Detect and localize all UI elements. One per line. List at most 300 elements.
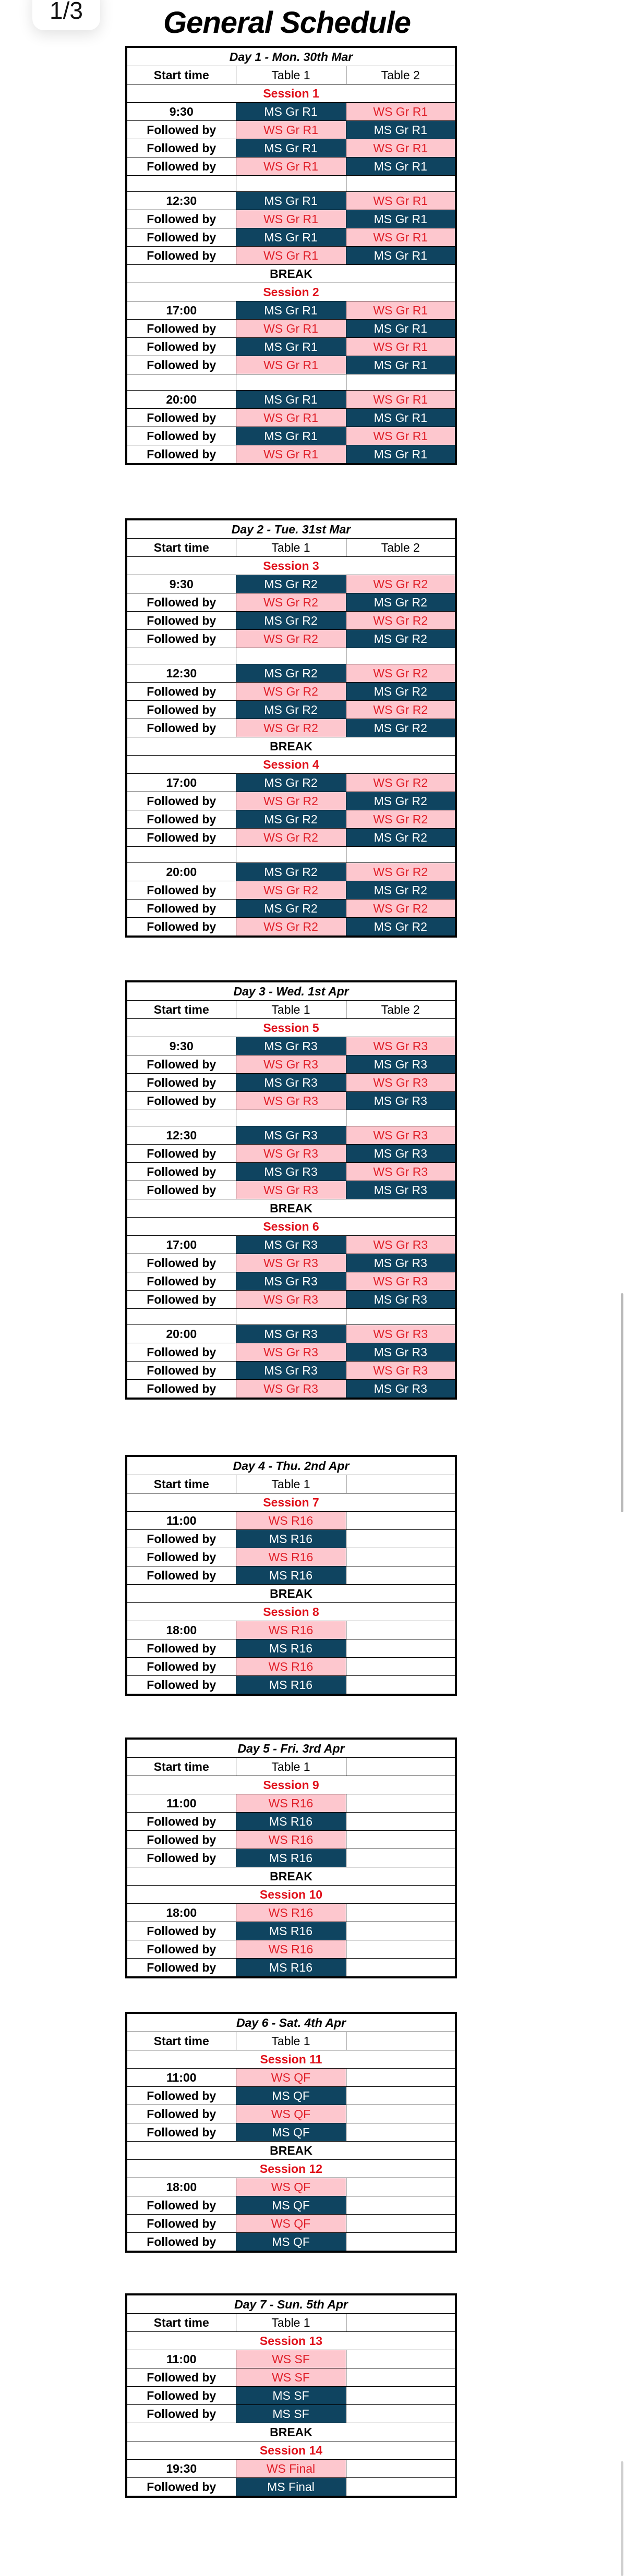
day-title: Day 2 - Tue. 31st Mar bbox=[126, 519, 456, 539]
schedule-table bbox=[125, 980, 457, 1400]
match-row bbox=[126, 1092, 456, 1110]
table-1-match-cell: WS Gr R1 bbox=[236, 210, 346, 228]
table-1-match-cell: MS Gr R1 bbox=[236, 338, 346, 356]
empty-cell bbox=[346, 2233, 456, 2252]
table-2-match-cell: MS Gr R1 bbox=[346, 121, 456, 139]
session-label: Session 1 bbox=[126, 84, 456, 103]
match-row bbox=[126, 445, 456, 465]
table-1-match-cell: WS R16 bbox=[236, 1658, 346, 1676]
match-row bbox=[126, 1639, 456, 1658]
start-time-cell: Followed by bbox=[126, 881, 236, 900]
spacer-row bbox=[126, 176, 456, 192]
session-label: Session 11 bbox=[126, 2050, 456, 2069]
empty-cell bbox=[346, 1530, 456, 1548]
schedule-table bbox=[125, 2012, 457, 2253]
start-time-cell: 18:00 bbox=[126, 1904, 236, 1922]
start-time-cell: Followed by bbox=[126, 409, 236, 427]
start-time-header: Start time bbox=[126, 539, 236, 557]
session-row bbox=[126, 2050, 456, 2069]
match-row bbox=[126, 1794, 456, 1813]
match-row bbox=[126, 121, 456, 139]
schedule-table bbox=[125, 518, 457, 938]
empty-cell bbox=[346, 1959, 456, 1978]
start-time-header: Start time bbox=[126, 1758, 236, 1776]
empty-cell bbox=[346, 2405, 456, 2423]
table-1-match-cell: MS QF bbox=[236, 2233, 346, 2252]
day-schedule-table bbox=[125, 1737, 455, 1978]
table-1-match-cell: WS Gr R2 bbox=[236, 683, 346, 701]
table-1-match-cell: MS R16 bbox=[236, 1676, 346, 1695]
table-1-match-cell: WS Gr R1 bbox=[236, 320, 346, 338]
table-1-match-cell: MS Final bbox=[236, 2478, 346, 2497]
table-1-match-cell: MS Gr R1 bbox=[236, 391, 346, 409]
start-time-cell: Followed by bbox=[126, 829, 236, 847]
session-row bbox=[126, 283, 456, 301]
table-1-match-cell: MS Gr R1 bbox=[236, 301, 346, 320]
table-2-match-cell: MS Gr R1 bbox=[346, 445, 456, 465]
start-time-cell: Followed by bbox=[126, 630, 236, 648]
start-time-cell: Followed by bbox=[126, 445, 236, 465]
start-time-cell: Followed by bbox=[126, 1922, 236, 1940]
table-2-match-cell: WS Gr R1 bbox=[346, 139, 456, 157]
empty-cell bbox=[346, 1512, 456, 1530]
session-row bbox=[126, 1019, 456, 1037]
table-1-match-cell: WS Final bbox=[236, 2460, 346, 2478]
table-2-match-cell: MS Gr R3 bbox=[346, 1380, 456, 1399]
session-label: Session 4 bbox=[126, 756, 456, 774]
match-row bbox=[126, 630, 456, 648]
table-1-header: Table 1 bbox=[236, 66, 346, 84]
table-2-match-cell: MS Gr R2 bbox=[346, 593, 456, 612]
empty-cell bbox=[346, 2178, 456, 2196]
table-2-match-cell: MS Gr R1 bbox=[346, 356, 456, 374]
start-time-cell: Followed by bbox=[126, 612, 236, 630]
table-2-match-cell: MS Gr R3 bbox=[346, 1254, 456, 1272]
table-1-match-cell: MS R16 bbox=[236, 1813, 346, 1831]
table-1-header: Table 1 bbox=[236, 1001, 346, 1019]
empty-cell bbox=[346, 1813, 456, 1831]
start-time-header: Start time bbox=[126, 1475, 236, 1493]
table-2-match-cell: WS Gr R3 bbox=[346, 1236, 456, 1254]
session-label: Session 2 bbox=[126, 283, 456, 301]
table-2-match-cell: WS Gr R2 bbox=[346, 575, 456, 593]
start-time-cell: 12:30 bbox=[126, 664, 236, 683]
match-row bbox=[126, 1181, 456, 1199]
day-schedule-table bbox=[125, 1455, 455, 1696]
scrollbar-track-end bbox=[621, 2461, 623, 2576]
session-label: Session 7 bbox=[126, 1493, 456, 1512]
table-1-match-cell: WS Gr R2 bbox=[236, 792, 346, 810]
table-1-match-cell: WS Gr R2 bbox=[236, 918, 346, 937]
day-schedule-table bbox=[125, 518, 455, 938]
table-2-match-cell: WS Gr R2 bbox=[346, 863, 456, 881]
table-1-match-cell: WS R16 bbox=[236, 1831, 346, 1849]
session-label: Session 13 bbox=[126, 2332, 456, 2350]
empty-cell bbox=[346, 2069, 456, 2087]
day-schedule-table bbox=[125, 46, 455, 465]
break-label: BREAK bbox=[126, 1585, 456, 1603]
session-row bbox=[126, 756, 456, 774]
match-row bbox=[126, 1849, 456, 1867]
match-row bbox=[126, 391, 456, 409]
session-row bbox=[126, 2332, 456, 2350]
match-row bbox=[126, 228, 456, 247]
empty-cell bbox=[126, 1309, 236, 1325]
start-time-cell: Followed by bbox=[126, 247, 236, 265]
match-row bbox=[126, 2196, 456, 2215]
table-2-match-cell: MS Gr R2 bbox=[346, 829, 456, 847]
match-row bbox=[126, 1272, 456, 1291]
empty-cell bbox=[346, 1309, 456, 1325]
empty-cell bbox=[346, 1110, 456, 1126]
table-2-match-cell: WS Gr R1 bbox=[346, 427, 456, 445]
table-2-match-cell: MS Gr R1 bbox=[346, 320, 456, 338]
match-row bbox=[126, 1145, 456, 1163]
start-time-cell: Followed by bbox=[126, 1055, 236, 1074]
start-time-cell: Followed by bbox=[126, 2123, 236, 2142]
table-1-match-cell: WS Gr R1 bbox=[236, 445, 346, 465]
session-label: Session 9 bbox=[126, 1776, 456, 1794]
start-time-cell: Followed by bbox=[126, 1658, 236, 1676]
session-row bbox=[126, 557, 456, 575]
header-row bbox=[126, 66, 456, 84]
match-row bbox=[126, 593, 456, 612]
page-title: General Schedule bbox=[163, 6, 411, 40]
empty-cell bbox=[346, 2087, 456, 2105]
start-time-cell: 18:00 bbox=[126, 1621, 236, 1639]
day-title: Day 5 - Fri. 3rd Apr bbox=[126, 1739, 456, 1758]
table-2-match-cell: WS Gr R1 bbox=[346, 103, 456, 121]
empty-cell bbox=[346, 1794, 456, 1813]
empty-cell bbox=[236, 1110, 346, 1126]
table-1-header: Table 1 bbox=[236, 1475, 346, 1493]
empty-cell bbox=[346, 374, 456, 391]
match-row bbox=[126, 1325, 456, 1343]
scrollbar-thumb[interactable] bbox=[621, 1293, 623, 1512]
table-1-match-cell: WS Gr R2 bbox=[236, 719, 346, 737]
break-label: BREAK bbox=[126, 1199, 456, 1218]
table-1-match-cell: MS Gr R3 bbox=[236, 1037, 346, 1055]
break-row bbox=[126, 2142, 456, 2160]
break-label: BREAK bbox=[126, 265, 456, 283]
table-1-match-cell: MS Gr R2 bbox=[236, 701, 346, 719]
break-row bbox=[126, 2423, 456, 2441]
empty-cell bbox=[236, 847, 346, 863]
empty-cell bbox=[346, 1831, 456, 1849]
table-2-match-cell: MS Gr R1 bbox=[346, 409, 456, 427]
match-row bbox=[126, 1959, 456, 1978]
match-row bbox=[126, 2215, 456, 2233]
start-time-cell: Followed by bbox=[126, 356, 236, 374]
start-time-cell: Followed by bbox=[126, 2368, 236, 2387]
start-time-cell: Followed by bbox=[126, 810, 236, 829]
match-row bbox=[126, 612, 456, 630]
table-1-match-cell: WS QF bbox=[236, 2178, 346, 2196]
table-1-match-cell: MS Gr R2 bbox=[236, 863, 346, 881]
table-1-match-cell: MS Gr R1 bbox=[236, 192, 346, 210]
match-row bbox=[126, 192, 456, 210]
empty-cell bbox=[346, 2123, 456, 2142]
session-label: Session 3 bbox=[126, 557, 456, 575]
table-2-match-cell: WS Gr R3 bbox=[346, 1272, 456, 1291]
start-time-cell: Followed by bbox=[126, 1566, 236, 1585]
table-2-match-cell: WS Gr R3 bbox=[346, 1074, 456, 1092]
empty-cell bbox=[346, 1940, 456, 1959]
match-row bbox=[126, 1658, 456, 1676]
day-title: Day 7 - Sun. 5th Apr bbox=[126, 2294, 456, 2314]
start-time-cell: 11:00 bbox=[126, 1512, 236, 1530]
match-row bbox=[126, 157, 456, 176]
empty-cell bbox=[346, 648, 456, 664]
empty-cell bbox=[346, 2368, 456, 2387]
day-schedule-table bbox=[125, 980, 455, 1400]
match-row bbox=[126, 719, 456, 737]
start-time-cell: Followed by bbox=[126, 1272, 236, 1291]
match-row bbox=[126, 2087, 456, 2105]
table-1-match-cell: MS Gr R2 bbox=[236, 575, 346, 593]
table-2-match-cell: WS Gr R2 bbox=[346, 701, 456, 719]
table-2-match-cell: MS Gr R3 bbox=[346, 1092, 456, 1110]
table-1-match-cell: MS Gr R2 bbox=[236, 664, 346, 683]
table-1-header: Table 1 bbox=[236, 539, 346, 557]
match-row bbox=[126, 1813, 456, 1831]
match-row bbox=[126, 863, 456, 881]
start-time-cell: Followed by bbox=[126, 792, 236, 810]
empty-cell bbox=[346, 1849, 456, 1867]
empty-cell bbox=[346, 2196, 456, 2215]
session-label: Session 5 bbox=[126, 1019, 456, 1037]
start-time-cell: 9:30 bbox=[126, 1037, 236, 1055]
match-row bbox=[126, 683, 456, 701]
session-row bbox=[126, 2441, 456, 2460]
table-1-match-cell: MS Gr R3 bbox=[236, 1325, 346, 1343]
table-1-match-cell: MS QF bbox=[236, 2196, 346, 2215]
header-row bbox=[126, 2032, 456, 2050]
table-1-match-cell: WS R16 bbox=[236, 1794, 346, 1813]
table-2-match-cell: MS Gr R2 bbox=[346, 719, 456, 737]
match-row bbox=[126, 338, 456, 356]
table-1-match-cell: WS Gr R1 bbox=[236, 409, 346, 427]
match-row bbox=[126, 1343, 456, 1362]
table-2-match-cell: WS Gr R1 bbox=[346, 228, 456, 247]
start-time-cell: Followed by bbox=[126, 1343, 236, 1362]
table-1-match-cell: MS R16 bbox=[236, 1566, 346, 1585]
session-label: Session 12 bbox=[126, 2160, 456, 2178]
start-time-cell: Followed by bbox=[126, 719, 236, 737]
break-label: BREAK bbox=[126, 1867, 456, 1886]
break-label: BREAK bbox=[126, 2423, 456, 2441]
start-time-cell: Followed by bbox=[126, 900, 236, 918]
start-time-cell: Followed by bbox=[126, 1959, 236, 1978]
start-time-cell: 12:30 bbox=[126, 1126, 236, 1145]
table-2-header: Table 2 bbox=[346, 66, 456, 84]
empty-cell bbox=[126, 847, 236, 863]
day-schedule-table bbox=[125, 2012, 455, 2253]
start-time-cell: Followed by bbox=[126, 1849, 236, 1867]
start-time-cell: Followed by bbox=[126, 2215, 236, 2233]
match-row bbox=[126, 1904, 456, 1922]
start-time-cell: 12:30 bbox=[126, 192, 236, 210]
match-row bbox=[126, 1940, 456, 1959]
match-row bbox=[126, 1236, 456, 1254]
table-1-match-cell: WS Gr R3 bbox=[236, 1343, 346, 1362]
start-time-cell: Followed by bbox=[126, 701, 236, 719]
table-1-match-cell: MS QF bbox=[236, 2087, 346, 2105]
table-2-match-cell: WS Gr R3 bbox=[346, 1126, 456, 1145]
table-1-match-cell: WS QF bbox=[236, 2105, 346, 2123]
table-1-header: Table 1 bbox=[236, 2314, 346, 2332]
match-row bbox=[126, 1922, 456, 1940]
match-row bbox=[126, 2069, 456, 2087]
start-time-cell: 19:30 bbox=[126, 2460, 236, 2478]
empty-cell bbox=[346, 176, 456, 192]
table-1-match-cell: MS R16 bbox=[236, 1639, 346, 1658]
match-row bbox=[126, 2105, 456, 2123]
table-1-match-cell: WS Gr R3 bbox=[236, 1055, 346, 1074]
start-time-cell: Followed by bbox=[126, 1940, 236, 1959]
empty-cell bbox=[346, 1621, 456, 1639]
table-2-match-cell: WS Gr R2 bbox=[346, 810, 456, 829]
start-time-cell: Followed by bbox=[126, 2478, 236, 2497]
match-row bbox=[126, 1530, 456, 1548]
match-row bbox=[126, 1163, 456, 1181]
start-time-cell: Followed by bbox=[126, 1676, 236, 1695]
table-2-match-cell: MS Gr R3 bbox=[346, 1291, 456, 1309]
start-time-cell: Followed by bbox=[126, 157, 236, 176]
start-time-cell: Followed by bbox=[126, 2387, 236, 2405]
table-2-match-cell: WS Gr R1 bbox=[346, 192, 456, 210]
table-1-header: Table 1 bbox=[236, 2032, 346, 2050]
table-2-match-cell: MS Gr R2 bbox=[346, 918, 456, 937]
table-1-match-cell: WS Gr R3 bbox=[236, 1254, 346, 1272]
table-2-header: Table 2 bbox=[346, 1001, 456, 1019]
table-1-match-cell: WS Gr R2 bbox=[236, 881, 346, 900]
table-1-match-cell: WS SF bbox=[236, 2350, 346, 2368]
match-row bbox=[126, 2368, 456, 2387]
break-row bbox=[126, 737, 456, 756]
table-2-match-cell: MS Gr R3 bbox=[346, 1181, 456, 1199]
start-time-cell: Followed by bbox=[126, 1639, 236, 1658]
table-1-match-cell: WS R16 bbox=[236, 1621, 346, 1639]
match-row bbox=[126, 409, 456, 427]
start-time-header: Start time bbox=[126, 2032, 236, 2050]
empty-cell bbox=[126, 374, 236, 391]
start-time-cell: 20:00 bbox=[126, 1325, 236, 1343]
spacer-row bbox=[126, 1110, 456, 1126]
table-1-match-cell: WS Gr R3 bbox=[236, 1092, 346, 1110]
table-1-match-cell: MS R16 bbox=[236, 1959, 346, 1978]
start-time-cell: Followed by bbox=[126, 427, 236, 445]
table-1-match-cell: MS Gr R1 bbox=[236, 139, 346, 157]
start-time-cell: Followed by bbox=[126, 918, 236, 937]
match-row bbox=[126, 810, 456, 829]
match-row bbox=[126, 829, 456, 847]
match-row bbox=[126, 427, 456, 445]
session-row bbox=[126, 1493, 456, 1512]
day-schedule-table bbox=[125, 2293, 455, 2498]
empty-cell bbox=[346, 2105, 456, 2123]
break-row bbox=[126, 265, 456, 283]
start-time-cell: Followed by bbox=[126, 320, 236, 338]
table-1-match-cell: MS Gr R2 bbox=[236, 900, 346, 918]
table-2-match-cell: MS Gr R3 bbox=[346, 1145, 456, 1163]
session-label: Session 6 bbox=[126, 1218, 456, 1236]
table-1-match-cell: MS Gr R3 bbox=[236, 1163, 346, 1181]
table-2-header bbox=[346, 1475, 456, 1493]
match-row bbox=[126, 139, 456, 157]
session-row bbox=[126, 1603, 456, 1621]
header-row bbox=[126, 1758, 456, 1776]
start-time-cell: Followed by bbox=[126, 2105, 236, 2123]
table-2-match-cell: WS Gr R1 bbox=[346, 391, 456, 409]
start-time-cell: Followed by bbox=[126, 1380, 236, 1399]
session-row bbox=[126, 2160, 456, 2178]
start-time-cell: Followed by bbox=[126, 1362, 236, 1380]
table-2-match-cell: WS Gr R2 bbox=[346, 612, 456, 630]
day-title: Day 6 - Sat. 4th Apr bbox=[126, 2013, 456, 2032]
schedule-table bbox=[125, 1737, 457, 1978]
empty-cell bbox=[346, 1548, 456, 1566]
match-row bbox=[126, 320, 456, 338]
table-2-match-cell: MS Gr R1 bbox=[346, 157, 456, 176]
table-1-match-cell: WS Gr R3 bbox=[236, 1380, 346, 1399]
start-time-cell: 17:00 bbox=[126, 301, 236, 320]
session-label: Session 8 bbox=[126, 1603, 456, 1621]
table-1-match-cell: MS Gr R2 bbox=[236, 612, 346, 630]
table-2-match-cell: MS Gr R3 bbox=[346, 1343, 456, 1362]
match-row bbox=[126, 2460, 456, 2478]
start-time-cell: Followed by bbox=[126, 1530, 236, 1548]
table-2-match-cell: MS Gr R2 bbox=[346, 683, 456, 701]
table-1-match-cell: MS Gr R3 bbox=[236, 1272, 346, 1291]
table-1-match-cell: WS Gr R2 bbox=[236, 829, 346, 847]
table-2-header bbox=[346, 2032, 456, 2050]
empty-cell bbox=[346, 1658, 456, 1676]
table-1-match-cell: MS Gr R1 bbox=[236, 427, 346, 445]
session-label: Session 14 bbox=[126, 2441, 456, 2460]
match-row bbox=[126, 1380, 456, 1399]
table-1-match-cell: WS R16 bbox=[236, 1512, 346, 1530]
match-row bbox=[126, 1254, 456, 1272]
match-row bbox=[126, 1074, 456, 1092]
table-1-match-cell: MS Gr R1 bbox=[236, 103, 346, 121]
table-2-match-cell: MS Gr R1 bbox=[346, 210, 456, 228]
match-row bbox=[126, 2478, 456, 2497]
match-row bbox=[126, 900, 456, 918]
start-time-cell: Followed by bbox=[126, 1831, 236, 1849]
page-indicator: 1/3 bbox=[32, 0, 100, 30]
start-time-cell: Followed by bbox=[126, 2233, 236, 2252]
break-row bbox=[126, 1199, 456, 1218]
table-1-match-cell: WS QF bbox=[236, 2069, 346, 2087]
empty-cell bbox=[346, 2387, 456, 2405]
match-row bbox=[126, 774, 456, 792]
table-2-match-cell: MS Gr R2 bbox=[346, 792, 456, 810]
schedule-table bbox=[125, 2293, 457, 2498]
table-1-match-cell: WS Gr R1 bbox=[236, 121, 346, 139]
start-time-cell: Followed by bbox=[126, 1181, 236, 1199]
empty-cell bbox=[346, 1566, 456, 1585]
table-1-match-cell: WS QF bbox=[236, 2215, 346, 2233]
start-time-cell: Followed by bbox=[126, 2405, 236, 2423]
break-row bbox=[126, 1585, 456, 1603]
table-1-match-cell: WS Gr R2 bbox=[236, 630, 346, 648]
match-row bbox=[126, 1621, 456, 1639]
table-2-match-cell: MS Gr R2 bbox=[346, 630, 456, 648]
start-time-cell: Followed by bbox=[126, 2087, 236, 2105]
table-1-match-cell: MS SF bbox=[236, 2405, 346, 2423]
header-row bbox=[126, 1001, 456, 1019]
